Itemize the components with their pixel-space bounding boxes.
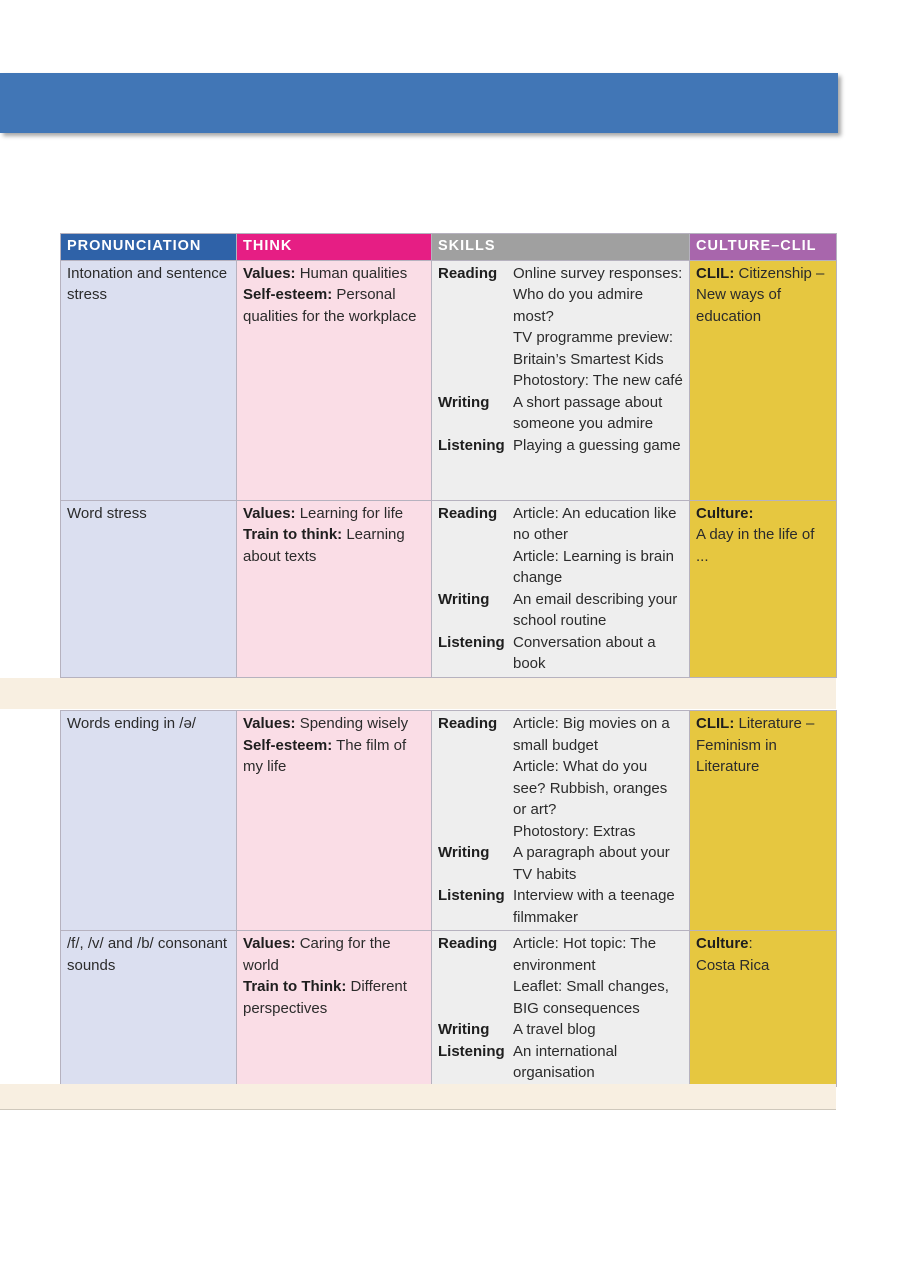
reading-item: Article: What do you see? Rubbish, oranges or art? bbox=[513, 758, 668, 818]
writing-item: A short passage about someone you admire bbox=[513, 393, 663, 432]
reading-label: Reading bbox=[438, 264, 498, 282]
think-key: Self-esteem: bbox=[243, 736, 333, 754]
think-key: Train to think: bbox=[243, 526, 343, 543]
think-cell bbox=[237, 500, 432, 677]
culture-key: CLIL: bbox=[696, 715, 735, 732]
culture-value-extra: Costa Rica bbox=[696, 956, 770, 974]
reading-item: Article: Big movies on a small budget bbox=[513, 715, 670, 754]
think-key: Values: bbox=[243, 935, 296, 952]
table-row bbox=[61, 931, 837, 1087]
writing-label: Writing bbox=[438, 590, 490, 608]
culture-key: Culture bbox=[696, 935, 749, 952]
pronunciation-cell: Intonation and sentence stress bbox=[61, 260, 237, 500]
think-key: Values: bbox=[243, 504, 296, 522]
reading-item: Article: An education like no other bbox=[513, 504, 677, 543]
reading-item: TV programme preview: Britain’s Smartest Kids bbox=[513, 329, 674, 368]
reading-item: Article: Learning is brain change bbox=[513, 547, 674, 586]
table-row bbox=[61, 260, 837, 500]
listening-label: Listening bbox=[438, 436, 505, 454]
table-header-row bbox=[61, 234, 837, 261]
skills-cell bbox=[432, 711, 690, 931]
pronunciation-cell: /f/, /v/ and /b/ consonant sounds bbox=[61, 931, 237, 1087]
section-band bbox=[0, 1084, 836, 1110]
pronunciation-cell: Words ending in /ə/ bbox=[61, 711, 237, 931]
skills-cell bbox=[432, 260, 690, 500]
listening-label: Listening bbox=[438, 1042, 505, 1060]
think-value: Personal qualities for the workplace bbox=[243, 286, 417, 325]
skills-cell bbox=[432, 500, 690, 677]
pronunciation-cell: Word stress bbox=[61, 500, 237, 677]
top-banner bbox=[0, 73, 838, 133]
writing-label: Writing bbox=[438, 1021, 490, 1038]
reading-item: Article: Hot topic: The environment bbox=[513, 935, 657, 974]
listening-item: Interview with a teenage filmmaker bbox=[513, 887, 675, 926]
culture-value: Literature – Feminism in Literature bbox=[696, 715, 815, 775]
think-value: Human qualities bbox=[295, 264, 408, 282]
writing-item: A travel blog bbox=[513, 1021, 596, 1038]
think-cell bbox=[237, 260, 432, 500]
writing-item: An email describing your school routine bbox=[513, 590, 678, 629]
culture-key: CLIL: bbox=[696, 264, 735, 282]
culture-cell bbox=[690, 500, 837, 677]
think-value: Learning about texts bbox=[243, 526, 405, 565]
listening-item: Conversation about a book bbox=[513, 633, 656, 672]
think-value: Spending wisely bbox=[295, 715, 409, 732]
listening-label: Listening bbox=[438, 633, 505, 651]
syllabus-table-2 bbox=[60, 710, 837, 1087]
table-row bbox=[61, 500, 837, 677]
reading-item: Photostory: Extras bbox=[513, 822, 636, 840]
table-row bbox=[61, 711, 837, 931]
writing-label: Writing bbox=[438, 844, 490, 861]
listening-item: Playing a guessing game bbox=[513, 436, 681, 454]
section-band bbox=[0, 678, 836, 709]
think-value: Different perspectives bbox=[243, 978, 407, 1017]
think-key: Values: bbox=[243, 715, 296, 732]
culture-key: Culture: bbox=[696, 504, 754, 522]
culture-value: Citizenship – New ways of education bbox=[696, 264, 825, 325]
think-cell bbox=[237, 931, 432, 1087]
header-think: THINK bbox=[237, 234, 432, 261]
header-culture-clil: CULTURE–CLIL bbox=[690, 234, 837, 261]
culture-value: A day in the life of ... bbox=[696, 526, 815, 565]
culture-cell bbox=[690, 260, 837, 500]
reading-item: Leaflet: Small changes, BIG consequences bbox=[513, 978, 669, 1017]
think-key: Train to Think: bbox=[243, 978, 347, 995]
think-value: The film of my life bbox=[243, 736, 407, 775]
skills-cell bbox=[432, 931, 690, 1087]
reading-label: Reading bbox=[438, 715, 498, 732]
culture-cell bbox=[690, 931, 837, 1087]
think-value: Learning for life bbox=[295, 504, 404, 522]
writing-label: Writing bbox=[438, 393, 490, 411]
header-skills: SKILLS bbox=[432, 234, 690, 261]
header-pronunciation: PRONUNCIATION bbox=[61, 234, 237, 261]
reading-item: Photostory: The new café bbox=[513, 372, 683, 389]
think-key: Values: bbox=[243, 264, 296, 282]
listening-item: An international organisation bbox=[513, 1042, 618, 1081]
listening-label: Listening bbox=[438, 887, 505, 904]
writing-item: A paragraph about your TV habits bbox=[513, 844, 670, 883]
think-key: Self-esteem: bbox=[243, 286, 333, 303]
reading-label: Reading bbox=[438, 504, 498, 522]
reading-item: Online survey responses: Who do you admire most? bbox=[513, 264, 683, 325]
culture-value: : bbox=[748, 935, 753, 952]
reading-label: Reading bbox=[438, 935, 498, 952]
syllabus-table-1 bbox=[60, 233, 837, 678]
think-cell bbox=[237, 711, 432, 931]
think-value: Caring for the world bbox=[243, 935, 391, 974]
culture-cell bbox=[690, 711, 837, 931]
